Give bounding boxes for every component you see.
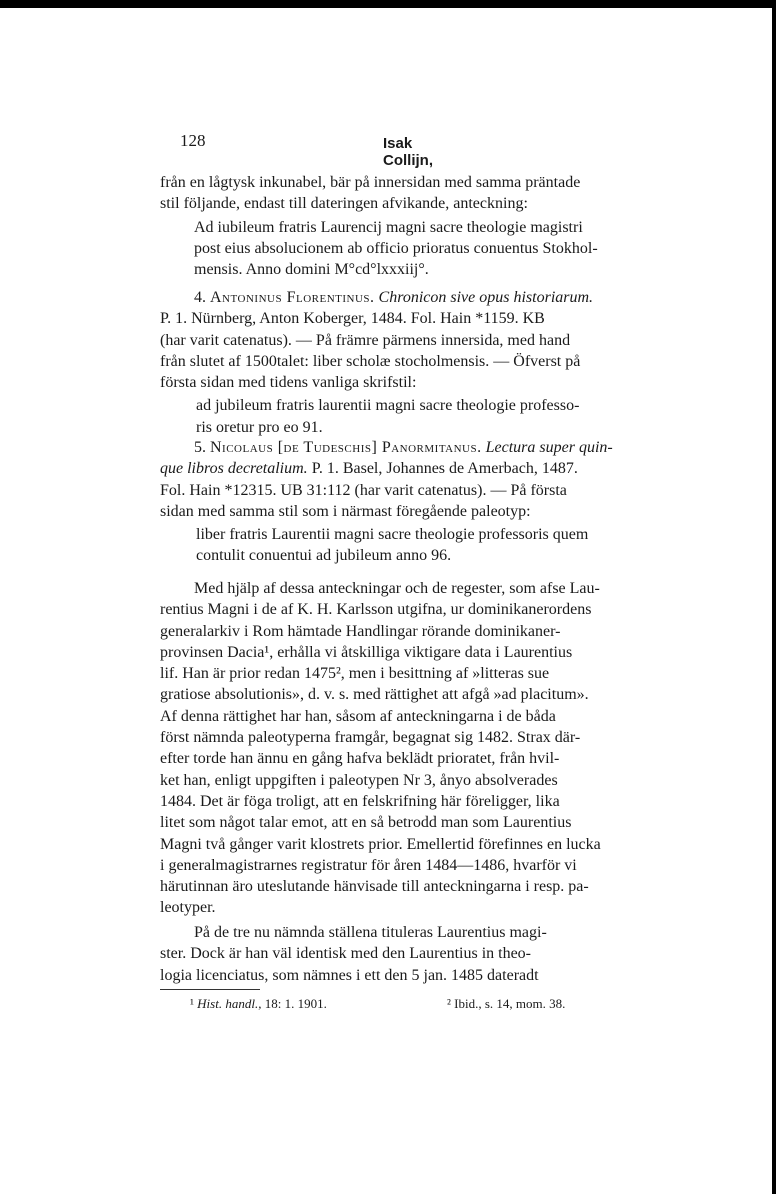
para-line: i generalmagistrarnes registratur för åren 1484—1486, hvarför vi	[160, 856, 577, 874]
paragraph-2	[160, 922, 654, 986]
entry-5	[160, 437, 654, 567]
para-line: generalarkiv i Rom hämtade Handlingar rörande dominikaner-	[160, 622, 561, 640]
running-title: Isak Collijn,	[383, 135, 433, 169]
para-line: ster. Dock är han väl identisk med den Laurentius in theo-	[160, 945, 532, 963]
para-line: provinsen Dacia¹, erhålla vi åtskilliga viktigare data i Laurentius	[160, 643, 573, 661]
para-line: litet som något talar emot, att en så betrodd man som Laurentius	[160, 814, 572, 832]
entry-title: Chronicon sive opus historiarum.	[378, 289, 594, 306]
entry-5-quote	[160, 524, 654, 567]
quote-line: contulit conuentui ad jubileum anno 96.	[196, 547, 452, 565]
para-line: 1484. Det är föga troligt, att en felskrifning här föreligger, lika	[160, 792, 560, 810]
entry-number: 5.	[194, 439, 206, 456]
footnote-rule	[160, 989, 260, 990]
para-line: efter torde han ännu en gång hafva beklädt prioratet, från hvil-	[160, 750, 560, 768]
entry-number: 4.	[194, 289, 206, 306]
quote-line: liber fratris Laurentii magni sacre theologie professoris quem	[196, 526, 589, 544]
quote-1	[160, 217, 654, 281]
entry-title-cont: que libros decretalium.	[160, 460, 308, 478]
footnote-text: Ibid., s. 14, mom. 38.	[454, 996, 566, 1011]
para-line: gratiose absolutionis», d. v. s. med rättighet att afgå »ad placitum».	[160, 686, 589, 704]
para-line: leotyper.	[160, 899, 216, 917]
page-number: 128	[180, 131, 206, 150]
entry-line: sidan med samma stil som i närmast föregående paleotyp:	[160, 502, 531, 520]
para-line: lif. Han är prior redan 1475², men i besittning af »litteras sue	[160, 665, 550, 683]
entry-4-heading	[160, 287, 654, 308]
entry-line: från slutet af 1500talet: liber scholæ stocholmensis. — Öfverst på	[160, 352, 581, 370]
intro-block	[160, 172, 654, 280]
para-line: Med hjälp af dessa anteckningar och de regester, som afse Lau-	[194, 580, 600, 597]
quote-line: Ad iubileum fratris Laurencij magni sacre theologie magistri	[194, 218, 583, 236]
footnote-title: Hist. handl.,	[197, 996, 262, 1011]
entry-title: Lectura super quin-	[485, 439, 613, 456]
entry-line: första sidan med tidens vanliga skrifstil:	[160, 374, 417, 392]
entry-author: Antoninus Florentinus.	[210, 289, 375, 306]
entry-4	[160, 287, 654, 438]
para-line: Af denna rättighet har han, såsom af anteckningarna i de båda	[160, 707, 556, 725]
footnote-text: 18: 1. 1901.	[264, 996, 327, 1011]
para-line: rentius Magni i de af K. H. Karlsson utgifna, ur dominikanerordens	[160, 601, 592, 619]
para-line: ket han, enligt uppgiften i paleotypen Nr 3, ånyo absolverades	[160, 771, 558, 789]
footnote-mark: ¹	[190, 996, 194, 1011]
footnote-1	[190, 996, 327, 1012]
para-line: På de tre nu nämnda ställena tituleras Laurentius magi-	[194, 924, 547, 941]
entry-line: P. 1. Nürnberg, Anton Koberger, 1484. Fol. Hain *1159. KB	[160, 310, 545, 328]
entry-line-text: P. 1. Basel, Johannes de Amerbach, 1487.	[311, 460, 578, 478]
para-line: härutinnan äro uteslutande hänvisade till anteckningarna i resp. pa-	[160, 878, 589, 896]
quote-line: post eius absolucionem ab officio prioratus conuentus Stokhol-	[194, 239, 598, 257]
footnote-mark: ²	[447, 996, 451, 1011]
intro-line: från en lågtysk inkunabel, bär på innersidan med samma präntade	[160, 174, 581, 191]
entry-line	[160, 458, 654, 479]
entry-4-quote	[160, 395, 654, 438]
entry-5-heading	[160, 437, 654, 458]
quote-line: mensis. Anno domini M°cd°lxxxiij°.	[194, 261, 429, 279]
entry-author: Nicolaus [de Tudeschis] Panormitanus.	[210, 439, 482, 456]
entry-line: (har varit catenatus). — På främre pärmens innersida, med hand	[160, 331, 571, 349]
para-line: Magni två gånger varit klostrets prior. Emellertid förefinnes en lucka	[160, 835, 601, 853]
entry-line: Fol. Hain *12315. UB 31:112 (har varit catenatus). — På första	[160, 481, 567, 499]
paragraph-1	[160, 578, 654, 919]
para-line: logia licenciatus, som nämnes i ett den 5 jan. 1485 dateradt	[160, 966, 539, 984]
quote-line: ad jubileum fratris laurentii magni sacre theologie professo-	[196, 397, 580, 415]
intro-line: stil följande, endast till dateringen afvikande, anteckning:	[160, 195, 528, 213]
footnote-2	[447, 996, 565, 1012]
para-line: först nämnda paleotyperna framgår, begagnat sig 1482. Strax där-	[160, 729, 581, 747]
quote-line: ris oretur pro eo 91.	[196, 418, 323, 436]
